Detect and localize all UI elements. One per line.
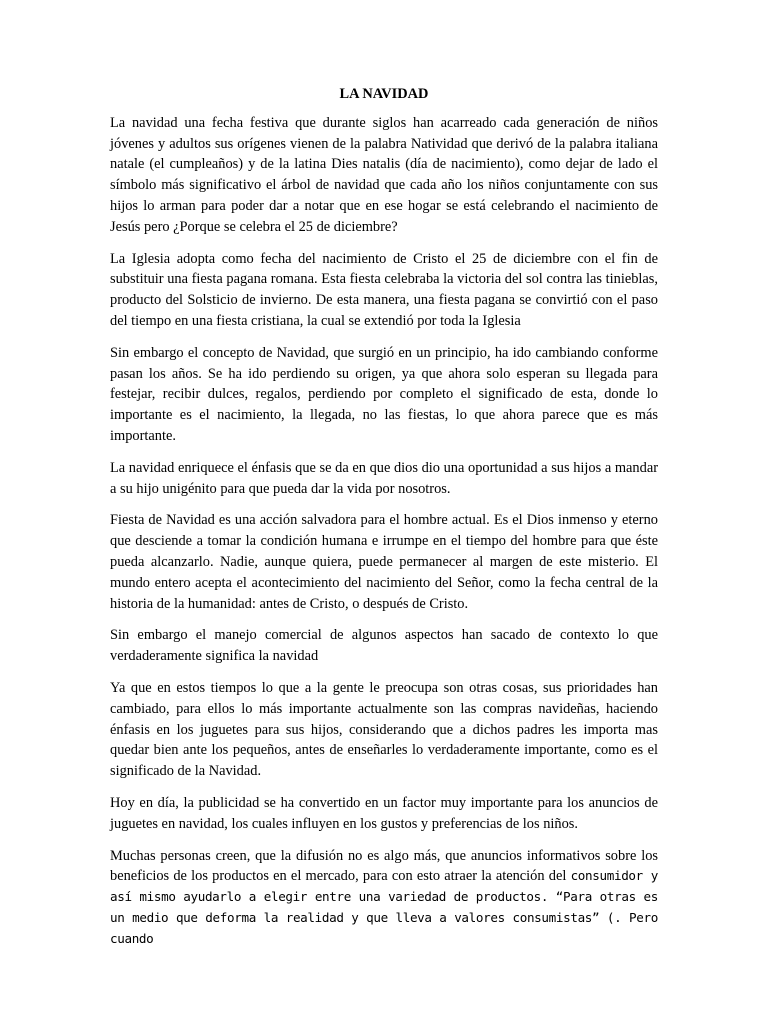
document-title: LA NAVIDAD [339, 86, 429, 102]
paragraph-last-part1: Muchas personas creen, que la difusión no es algo más, que anuncios informativos sobre los beneficios de los productos en el mercado, para con esto atraer la atención del [110, 847, 658, 885]
paragraph: Fiesta de Navidad es una acción salvadora para el hombre actual. Es el Dios inmenso y eterno que desciende a tomar la condición humana e irrumpe en el tiempo del hombre para que éste pueda alcanzarlo. Nadie, aunque quiera, puede permanecer al margen de este misterio. El mundo entero acepta el acontecimiento del nacimiento del Señor, como la fecha central de la historia de la humanidad: antes de Cristo, o después de Cristo. [110, 512, 658, 612]
paragraph: La Iglesia adopta como fecha del nacimiento de Cristo el 25 de diciembre con el fin de substituir una fiesta pagana romana. Esta fiesta celebraba la victoria del sol contra las tinieblas, producto del Solsticio de invierno. De esta manera, una fiesta pagana se convirtió con el paso del tiempo en una fiesta cristiana, la cual se extendió por toda la Iglesia [110, 250, 658, 329]
paragraph: Sin embargo el concepto de Navidad, que surgió en un principio, ha ido cambiando conforme pasan los años. Se ha ido perdiendo su origen, ya que ahora solo esperan su llegada para festejar, recibir dulces, regalos, perdiendo por completo el significado de esta, donde lo importante es el nacimiento, la llegada, no las fiestas, lo que ahora parece que es más importante. [110, 344, 658, 444]
paragraph-last-part2: consumidor y así mismo ayudarlo a elegir entre una variedad de productos. “Para otras es un medio que deforma la realidad y que lleva a valores consumistas” (. Pero cuando [110, 868, 658, 946]
document-body [110, 84, 658, 949]
paragraph: La navidad una fecha festiva que durante siglos han acarreado cada generación de niños jóvenes y adultos sus orígenes vienen de la palabra Natividad que derivó de la palabra italiana natale (el cumpleaños) y de la latina Dies natalis (día de nacimiento), como dejar de lado el símbolo más significativo el árbol de navidad que cada año los niños conjuntamente con sus hijos lo arman para poder dar a notar que en ese hogar se está celebrando el nacimiento de Jesús pero ¿Porque se celebra el 25 de diciembre? [110, 114, 658, 235]
paragraph-last [110, 846, 658, 950]
paragraph: Ya que en estos tiempos lo que a la gente le preocupa son otras cosas, sus prioridades han cambiado, para ellos lo más importante actualmente son las compras navideñas, haciendo énfasis en los juguetes para sus hijos, considerando que a dichos padres les importa mas quedar bien ante los pequeños, antes de enseñarles lo verdaderamente importante, como es el significado de la Navidad. [110, 679, 658, 780]
paragraph: Sin embargo el manejo comercial de algunos aspectos han sacado de contexto lo que verdaderamente significa la navidad [110, 627, 658, 665]
paragraph: Hoy en día, la publicidad se ha convertido en un factor muy importante para los anuncios de juguetes en navidad, los cuales influyen en los gustos y preferencias de los niños. [110, 794, 658, 832]
paragraph: La navidad enriquece el énfasis que se da en que dios dio una oportunidad a sus hijos a mandar a su hijo unigénito para que pueda dar la vida por nosotros. [110, 459, 658, 497]
